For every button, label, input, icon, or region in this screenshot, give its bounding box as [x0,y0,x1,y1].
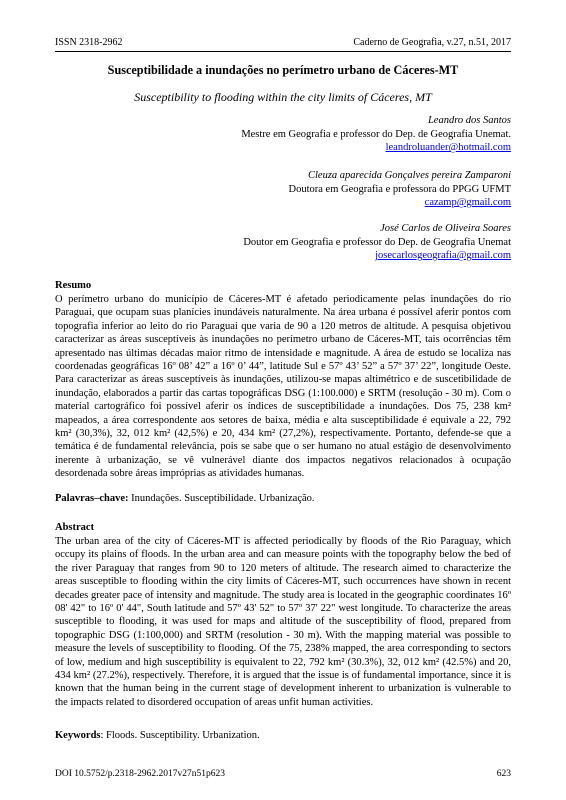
resumo-text: O perímetro urbano do município de Cáceres-MT é afetado periodicamente pelas inundações do rio Paraguai, que ocupam suas planícies inundáveis naturalmente. Na área urbana é possível aferir pontos com topografia inferior ao leito do rio Paraguai que varia de 90 a 120 metros de altitude. A pesquisa objetivou caracterizar as áreas susceptíveis às inundações no perímetro urbano de Cáceres-MT, tais ocorrências têm apresentado nas últimas décadas maior ritmo de intensidade e magnitude. A área de estudo se localiza nas coordenadas geográficas 16º 08’ 42” a 16º 0’ 44”, latitude Sul e 57º 43’ 52” a 57º 37’ 22”, longitude Oeste. Para caracterizar as áreas susceptíveis às inundações, utilizou-se mapas altimétrico e de suscetibilidade de inundação, elaborados a partir das cartas topográficas DSG (1:100.000) e SRTM (resolução - 30 m). Com o material cartográfico foi possível aferir os índices de susceptibilidade a inundações. Dos 75, 238 km² mapeados, a área correspondente aos setores de baixa, média e alta susceptibilidade é equivale a 22, 792 km² (30,3%), 32, 012 km² (42,5%) e 20, 434 km² (27,2%), respectivamente. Portanto, defende-se que a temática é de fundamental relevância, pois se sabe que o ser humano no atual estágio de desenvolvimento inerente à urbanização, se vê vulnerável diante dos impactos negativos relacionados à ocupação desordenada sobre áreas impróprias as atividades humanas. [55,294,511,480]
header-rule [55,51,511,52]
author-block [241,114,511,155]
author-block [289,169,512,210]
author-email-link[interactable]: cazamp@gmail.com [424,197,511,209]
author-block [243,222,511,263]
palavras-chave-values: Inundações. Susceptibilidade. Urbanização. [128,493,315,504]
palavras-chave [55,493,511,504]
author-name: José Carlos de Oliveira Soares [380,223,511,234]
article-title: Susceptibilidade a inundações no perímetro urbano de Cáceres-MT [107,63,459,77]
keywords-label: Keywords [55,730,101,741]
running-header [55,37,511,48]
author-name: Leandro dos Santos [427,115,511,126]
resumo-heading: Resumo [55,280,92,291]
palavras-chave-label: Palavras–chave: [55,493,129,504]
journal-citation: Caderno de Geografia, v.27, n.51, 2017 [353,37,511,48]
page-number: 623 [496,769,511,779]
keywords-values: : Floods. Susceptibility. Urbanization. [100,730,260,741]
author-affiliation: Mestre em Geografia e professor do Dep. de Geografia Unemat. [241,128,511,140]
page-footer [55,769,511,779]
author-affiliation: Doutor em Geografia e professor do Dep. de Geografia Unemat [243,236,511,248]
abstract-heading: Abstract [55,522,95,533]
abstract-text: The urban area of the city of Cáceres-MT is affected periodically by floods of the Rio Paraguay, which occupy its plains of floods. In the urban area and can measure points with the topography below the bed of the river Paraguay that ranges from 90 to 120 meters of altitude. The research aimed to characterize the areas susceptible to flooding within the city limits of Cáceres-MT, such occurrences have shown in recent decades greater pace of intensity and magnitude. The study area is located in the geographic coordinates 16º 08' 42" to 16º 0' 44", South latitude and 57º 43' 52" to 57º 37' 22" west longitude. To characterize the areas susceptible to flooding, it was used for maps and altitude of the susceptibility of flood, prepared from topographic DSG (1:100,000) and SRTM (resolution - 30 m). With the mapping material was possible to measure the levels of susceptibility to flooding. Of the 75, 238% mapped, the area corresponding to sectors of low, medium and high susceptibility is equivalent to 22, 792 km² (30.3%), 32, 012 km² (42.5%) and 20, 434 km² (27.2%), respectively. Therefore, it is argued that the issue is of fundamental importance, since it is known that the human being in the current stage of development inherent to urbanization is vulnerable to the impacts related to disordered occupation of areas unfit human activities. [55,536,511,708]
author-affiliation: Doutora em Geografia e professora do PPGG UFMT [288,183,511,195]
author-name: Cleuza aparecida Gonçalves pereira Zamparoni [308,170,511,181]
author-email-link[interactable]: leandroluander@hotmail.com [385,142,511,154]
doi-text: DOI 10.5752/p.2318-2962.2017v27n51p623 [55,769,225,779]
issn-label: ISSN 2318-2962 [55,37,123,48]
article-subtitle: Susceptibility to flooding within the city limits of Cáceres, MT [134,90,432,104]
author-email-link[interactable]: josecarlosgeografia@gmail.com [375,250,511,262]
keywords [55,730,511,741]
